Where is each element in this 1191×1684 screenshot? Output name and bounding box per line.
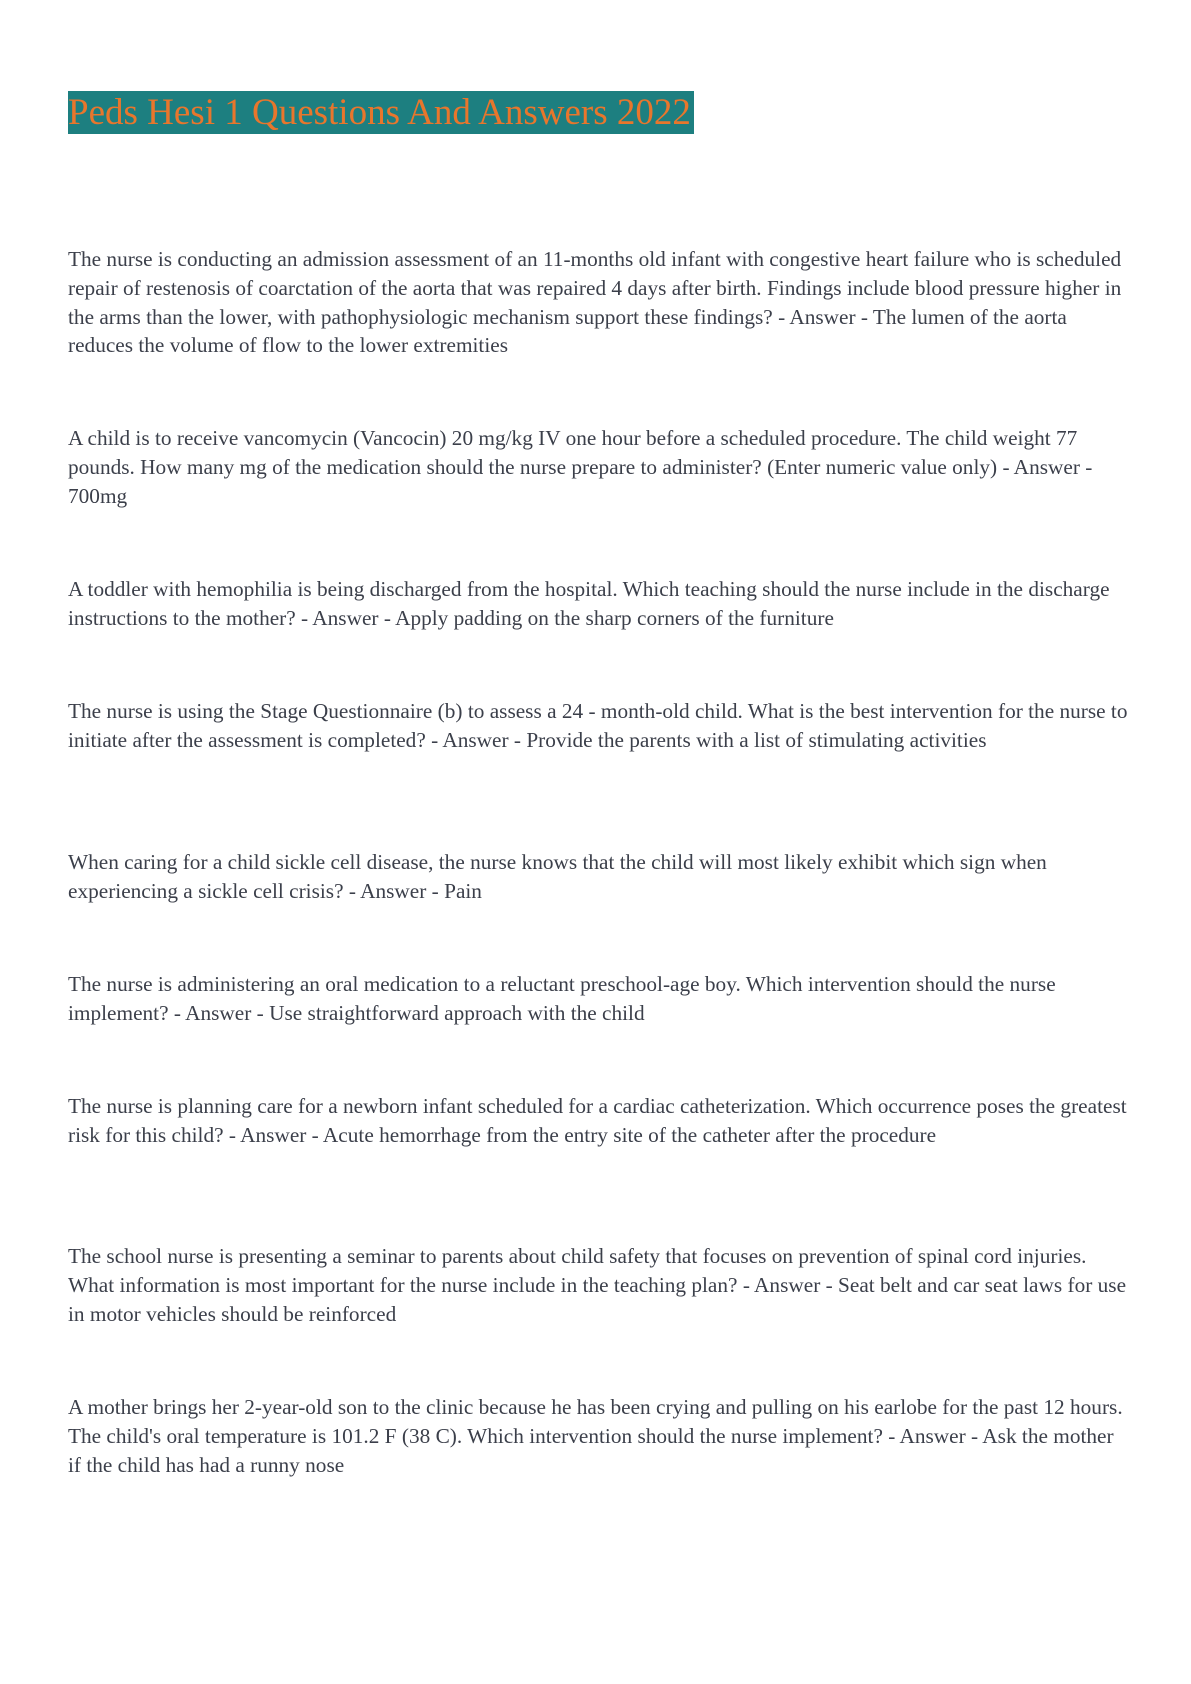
question-answer-item: The school nurse is presenting a seminar to parents about child safety that focuses on prevention of spinal cord injuries. What information is most important for the nurse include in the teaching plan? - Answer - Seat belt and car seat laws for use in motor vehicles should be reinforced (68, 1244, 1127, 1326)
question-answer-item: The nurse is planning care for a newborn infant scheduled for a cardiac catheterization. Which occurrence poses the greatest risk for this child? - Answer - Acute hemorrhage from the entry site of the catheter after the procedure (68, 1094, 1127, 1147)
question-answer-item: A toddler with hemophilia is being discharged from the hospital. Which teaching should the nurse include in the discharge instructions to the mother? - Answer - Apply padding on the sharp corners of the furniture (68, 577, 1110, 630)
question-answer-item: The nurse is using the Stage Questionnaire (b) to assess a 24 - month-old child. What is the best intervention for the nurse to initiate after the assessment is completed? - Answer - Provide the parents with a list of stimulating activities (68, 699, 1128, 752)
question-answer-item: A mother brings her 2-year-old son to the clinic because he has been crying and pulling on his earlobe for the past 12 hours. The child's oral temperature is 101.2 F (38 C). Which intervention should the nurse implement? - Answer - Ask the mother if the child has had a runny nose (68, 1395, 1123, 1477)
question-answer-item: A child is to receive vancomycin (Vancocin) 20 mg/kg IV one hour before a scheduled procedure. The child weight 77 pounds. How many mg of the medication should the nurse prepare to administer? (Enter numeric value only) - Answer - 700mg (68, 426, 1093, 508)
question-answer-item: The nurse is administering an oral medication to a reluctant preschool-age boy. Which intervention should the nurse implement? - Answer - Use straightforward approach with the child (68, 972, 1056, 1025)
document-title: Peds Hesi 1 Questions And Answers 2022 (68, 91, 694, 134)
question-answer-item: When caring for a child sickle cell disease, the nurse knows that the child will most likely exhibit which sign when experiencing a sickle cell crisis? - Answer - Pain (68, 850, 1047, 903)
question-answer-item: The nurse is conducting an admission assessment of an 11-months old infant with congestive heart failure who is scheduled repair of restenosis of coarctation of the aorta that was repaired 4 days after birth. Findings include blood pressure higher in the arms than the lower, with pathophysiologic mechanism support these findings? - Answer - The lumen of the aorta reduces the volume of flow to the lower extremities (68, 247, 1122, 358)
